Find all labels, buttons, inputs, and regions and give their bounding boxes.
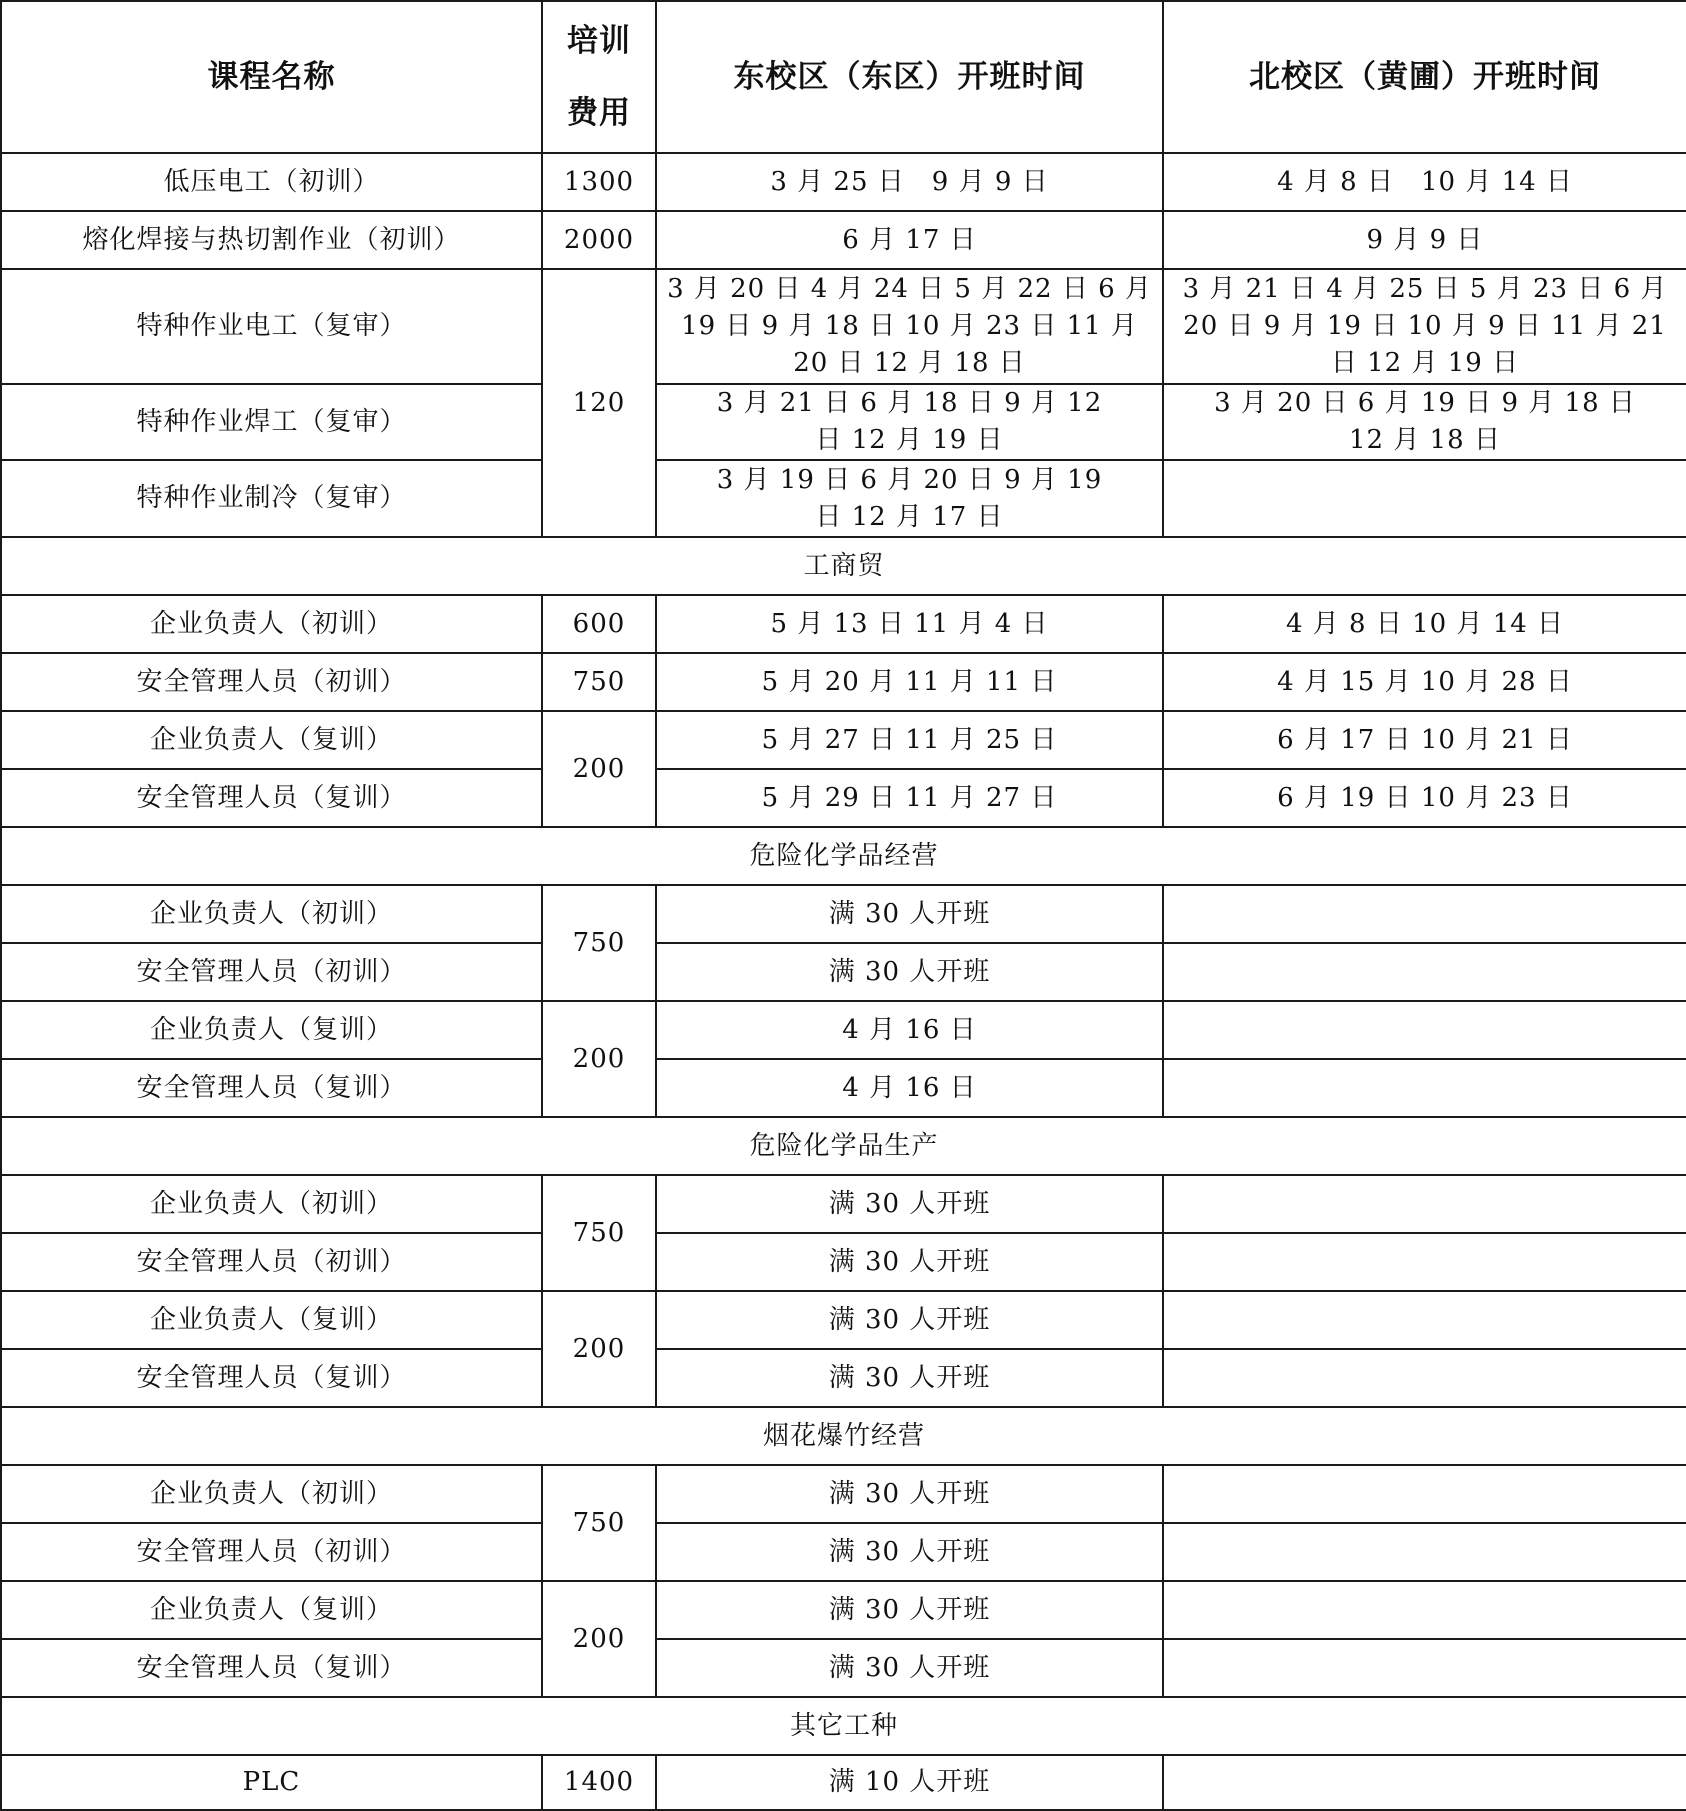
section-header-row bbox=[1, 537, 1686, 595]
east-campus-dates: 4 月 16 日 bbox=[656, 1001, 1163, 1059]
east-campus-dates: 满 30 人开班 bbox=[656, 943, 1163, 1001]
north-campus-dates bbox=[1163, 1233, 1686, 1291]
east-campus-dates: 满 30 人开班 bbox=[656, 1639, 1163, 1697]
east-campus-dates: 满 30 人开班 bbox=[656, 1291, 1163, 1349]
table-row bbox=[1, 211, 1686, 269]
training-fee: 200 bbox=[542, 1291, 656, 1407]
table-row bbox=[1, 153, 1686, 211]
course-name: 熔化焊接与热切割作业（初训） bbox=[1, 211, 542, 269]
table-row bbox=[1, 1755, 1686, 1810]
north-campus-dates: 9 月 9 日 bbox=[1163, 211, 1686, 269]
north-campus-dates bbox=[1163, 1059, 1686, 1117]
east-campus-dates: 3 月 25 日 9 月 9 日 bbox=[656, 153, 1163, 211]
east-campus-dates: 满 30 人开班 bbox=[656, 1233, 1163, 1291]
east-campus-dates: 3 月 20 日 4 月 24 日 5 月 22 日 6 月 19 日 9 月 18 日 10 月 23 日 11 月 20 日 12 月 18 日 bbox=[656, 269, 1163, 384]
course-name: 安全管理人员（初训） bbox=[1, 1523, 542, 1581]
header-training-fee: 培训费用 bbox=[542, 1, 656, 153]
course-name: 安全管理人员（复训） bbox=[1, 1059, 542, 1117]
section-title: 工商贸 bbox=[1, 537, 1686, 595]
north-campus-dates: 6 月 17 日 10 月 21 日 bbox=[1163, 711, 1686, 769]
north-campus-dates: 6 月 19 日 10 月 23 日 bbox=[1163, 769, 1686, 827]
section-title: 危险化学品经营 bbox=[1, 827, 1686, 885]
table-row bbox=[1, 1175, 1686, 1233]
north-campus-dates bbox=[1163, 1291, 1686, 1349]
course-name: 低压电工（初训） bbox=[1, 153, 542, 211]
east-campus-dates: 3 月 19 日 6 月 20 日 9 月 19 日 12 月 17 日 bbox=[656, 460, 1163, 537]
training-fee: 200 bbox=[542, 1001, 656, 1117]
course-name: 企业负责人（复训） bbox=[1, 1291, 542, 1349]
section-header-row bbox=[1, 1407, 1686, 1465]
east-campus-dates: 5 月 13 日 11 月 4 日 bbox=[656, 595, 1163, 653]
east-campus-dates: 6 月 17 日 bbox=[656, 211, 1163, 269]
table-row bbox=[1, 885, 1686, 943]
north-campus-dates bbox=[1163, 1639, 1686, 1697]
table-row bbox=[1, 1581, 1686, 1639]
course-name: 企业负责人（复训） bbox=[1, 1581, 542, 1639]
east-campus-dates: 满 10 人开班 bbox=[656, 1755, 1163, 1810]
north-campus-dates bbox=[1163, 1523, 1686, 1581]
training-fee: 200 bbox=[542, 711, 656, 827]
course-name: 企业负责人（初训） bbox=[1, 595, 542, 653]
section-header-row bbox=[1, 827, 1686, 885]
north-campus-dates bbox=[1163, 943, 1686, 1001]
east-campus-dates: 5 月 29 日 11 月 27 日 bbox=[656, 769, 1163, 827]
training-fee: 200 bbox=[542, 1581, 656, 1697]
course-name: 企业负责人（初训） bbox=[1, 1465, 542, 1523]
course-name: 特种作业焊工（复审） bbox=[1, 384, 542, 460]
north-campus-dates: 3 月 20 日 6 月 19 日 9 月 18 日 12 月 18 日 bbox=[1163, 384, 1686, 460]
course-name: 特种作业电工（复审） bbox=[1, 269, 542, 384]
course-name: 安全管理人员（复训） bbox=[1, 1349, 542, 1407]
north-campus-dates bbox=[1163, 1175, 1686, 1233]
north-campus-dates: 4 月 15 月 10 月 28 日 bbox=[1163, 653, 1686, 711]
course-name: 安全管理人员（复训） bbox=[1, 769, 542, 827]
table-row bbox=[1, 1059, 1686, 1117]
course-name: 企业负责人（初训） bbox=[1, 885, 542, 943]
table-row bbox=[1, 1465, 1686, 1523]
table-row bbox=[1, 269, 1686, 384]
course-name: 企业负责人（复训） bbox=[1, 711, 542, 769]
section-header-row bbox=[1, 1697, 1686, 1755]
table-row bbox=[1, 384, 1686, 460]
course-name: 企业负责人（复训） bbox=[1, 1001, 542, 1059]
table-row bbox=[1, 653, 1686, 711]
course-name: 安全管理人员（初训） bbox=[1, 653, 542, 711]
north-campus-dates bbox=[1163, 1581, 1686, 1639]
table-row bbox=[1, 943, 1686, 1001]
course-name: 企业负责人（初训） bbox=[1, 1175, 542, 1233]
training-fee: 750 bbox=[542, 1465, 656, 1581]
training-fee: 750 bbox=[542, 885, 656, 1001]
table-row bbox=[1, 1001, 1686, 1059]
training-fee: 600 bbox=[542, 595, 656, 653]
east-campus-dates: 满 30 人开班 bbox=[656, 1523, 1163, 1581]
section-title: 其它工种 bbox=[1, 1697, 1686, 1755]
table-row bbox=[1, 595, 1686, 653]
table-row bbox=[1, 1349, 1686, 1407]
north-campus-dates bbox=[1163, 885, 1686, 943]
north-campus-dates bbox=[1163, 1349, 1686, 1407]
training-fee: 2000 bbox=[542, 211, 656, 269]
training-fee: 1400 bbox=[542, 1755, 656, 1810]
east-campus-dates: 满 30 人开班 bbox=[656, 1175, 1163, 1233]
training-fee: 750 bbox=[542, 1175, 656, 1291]
table-row bbox=[1, 1233, 1686, 1291]
north-campus-dates bbox=[1163, 1465, 1686, 1523]
header-east-campus: 东校区（东区）开班时间 bbox=[656, 1, 1163, 153]
training-fee: 120 bbox=[542, 269, 656, 537]
north-campus-dates: 4 月 8 日 10 月 14 日 bbox=[1163, 153, 1686, 211]
table-row bbox=[1, 1523, 1686, 1581]
east-campus-dates: 满 30 人开班 bbox=[656, 885, 1163, 943]
section-title: 危险化学品生产 bbox=[1, 1117, 1686, 1175]
north-campus-dates: 3 月 21 日 4 月 25 日 5 月 23 日 6 月 20 日 9 月 19 日 10 月 9 日 11 月 21 日 12 月 19 日 bbox=[1163, 269, 1686, 384]
east-campus-dates: 满 30 人开班 bbox=[656, 1465, 1163, 1523]
table-row bbox=[1, 769, 1686, 827]
section-title: 烟花爆竹经营 bbox=[1, 1407, 1686, 1465]
table-row bbox=[1, 460, 1686, 537]
east-campus-dates: 5 月 20 月 11 月 11 日 bbox=[656, 653, 1163, 711]
east-campus-dates: 5 月 27 日 11 月 25 日 bbox=[656, 711, 1163, 769]
course-name: PLC bbox=[1, 1755, 542, 1810]
table-row bbox=[1, 711, 1686, 769]
section-header-row bbox=[1, 1117, 1686, 1175]
east-campus-dates: 满 30 人开班 bbox=[656, 1581, 1163, 1639]
header-north-campus: 北校区（黄圃）开班时间 bbox=[1163, 1, 1686, 153]
course-name: 安全管理人员（复训） bbox=[1, 1639, 542, 1697]
east-campus-dates: 满 30 人开班 bbox=[656, 1349, 1163, 1407]
table-row bbox=[1, 1639, 1686, 1697]
north-campus-dates bbox=[1163, 1001, 1686, 1059]
header-row bbox=[1, 1, 1686, 153]
north-campus-dates bbox=[1163, 460, 1686, 537]
course-name: 安全管理人员（初训） bbox=[1, 1233, 542, 1291]
training-fee: 1300 bbox=[542, 153, 656, 211]
course-name: 特种作业制冷（复审） bbox=[1, 460, 542, 537]
east-campus-dates: 3 月 21 日 6 月 18 日 9 月 12 日 12 月 19 日 bbox=[656, 384, 1163, 460]
north-campus-dates: 4 月 8 日 10 月 14 日 bbox=[1163, 595, 1686, 653]
east-campus-dates: 4 月 16 日 bbox=[656, 1059, 1163, 1117]
north-campus-dates bbox=[1163, 1755, 1686, 1810]
table-row bbox=[1, 1291, 1686, 1349]
course-name: 安全管理人员（初训） bbox=[1, 943, 542, 1001]
header-course-name: 课程名称 bbox=[1, 1, 542, 153]
training-fee: 750 bbox=[542, 653, 656, 711]
